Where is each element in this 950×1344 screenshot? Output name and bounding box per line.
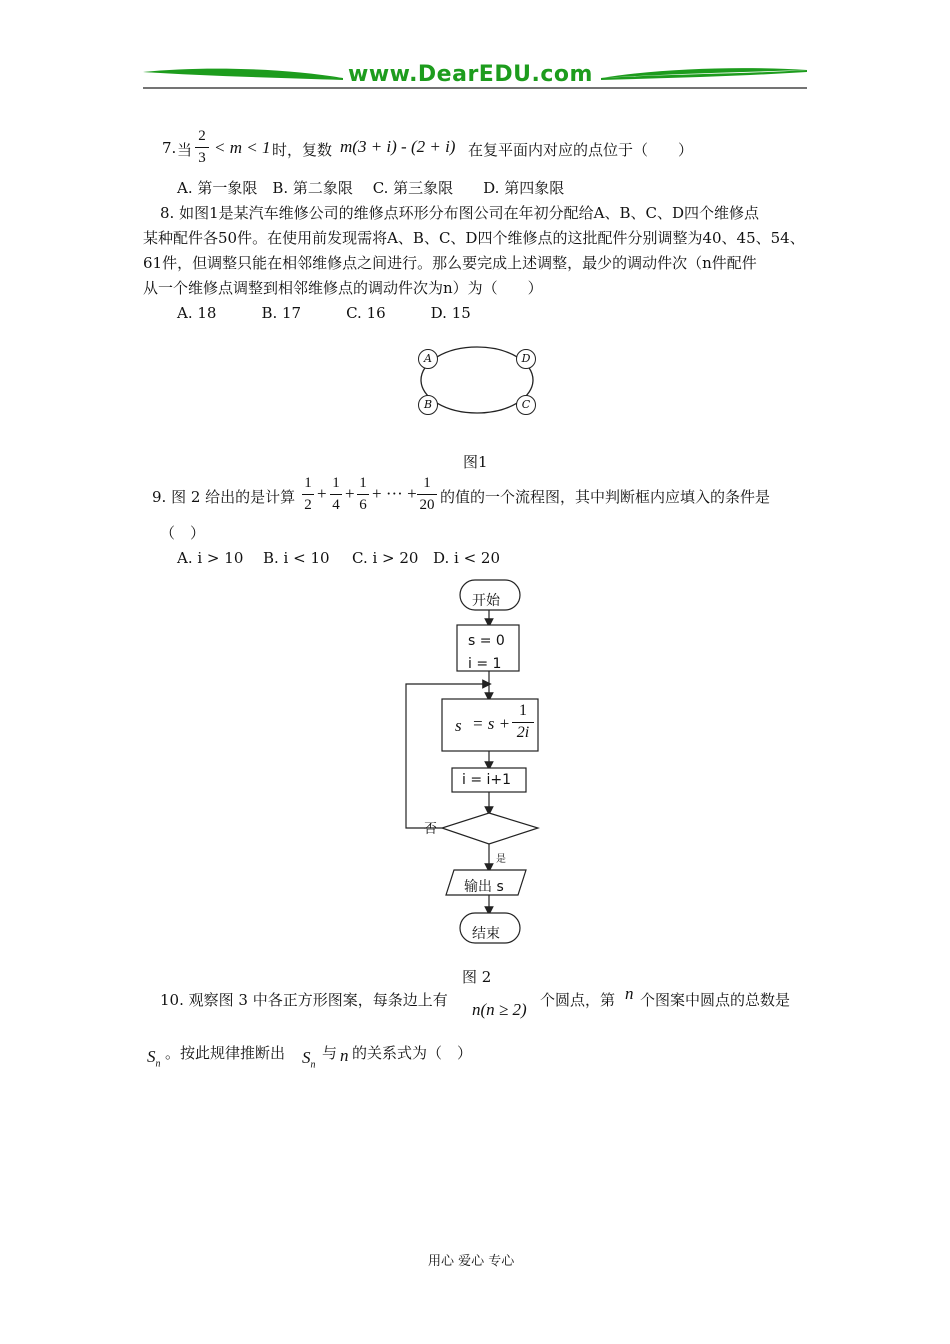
q10-line2a: 。按此规律推断出 bbox=[165, 1044, 286, 1062]
q8-line3: 61件，但调整只能在相邻维修点之间进行。那么要完成上述调整，最少的调动件次（n件配件 bbox=[143, 254, 757, 272]
flowchart-assign-frac bbox=[512, 702, 534, 742]
flowchart-assign-eq: = s + bbox=[472, 714, 511, 733]
q10-sn-2 bbox=[302, 1048, 316, 1070]
q10-sn-1 bbox=[147, 1047, 161, 1069]
q7-options: A. 第一象限 B. 第二象限 C. 第三象限 D. 第四象限 bbox=[177, 179, 565, 197]
q10-mid: 个圆点，第 bbox=[540, 991, 616, 1009]
flowchart-end: 结束 bbox=[472, 926, 500, 942]
q10-lead: 10. 观察图 3 中各正方形图案，每条边上有 bbox=[160, 991, 448, 1009]
footer: 用心 爱心 专心 bbox=[428, 1254, 515, 1269]
q9-option-a: A. i > 10 bbox=[177, 549, 244, 567]
q10-line2c: 的关系式为（ ） bbox=[352, 1044, 473, 1062]
flowchart-assign-num: 1 bbox=[519, 702, 527, 719]
q7-expr: m(3 + i) - (2 + i) bbox=[340, 137, 456, 156]
flowchart bbox=[400, 578, 550, 950]
q8-node-c bbox=[516, 395, 536, 415]
q9-dots: + ··· + bbox=[372, 484, 417, 503]
q8-node-d-label: D bbox=[521, 352, 531, 365]
q8-node-d bbox=[516, 349, 536, 369]
q8-options: A. 18 B. 17 C. 16 D. 15 bbox=[177, 304, 471, 322]
q9-frac-4 bbox=[417, 474, 437, 514]
q9-frac-3 bbox=[357, 474, 369, 514]
q7-frac-den: 3 bbox=[198, 150, 206, 166]
q9-paren: （ ） bbox=[160, 524, 206, 542]
q8-line1: 8. 如图1是某汽车维修公司的维修点环形分布图公司在年初分配给A、B、C、D四个维修点 bbox=[160, 204, 759, 222]
q8-node-c-label: C bbox=[521, 398, 531, 411]
header-banner bbox=[143, 60, 807, 94]
q8-node-b-label: B bbox=[423, 398, 433, 411]
q9-frac-2 bbox=[330, 474, 342, 514]
q10-tail: 个图案中圆点的总数是 bbox=[640, 991, 791, 1009]
q9-frac-1 bbox=[302, 474, 314, 514]
flowchart-incr: i = i+1 bbox=[462, 772, 512, 788]
q8-node-b bbox=[418, 395, 438, 415]
q7-inequality: < m < 1 bbox=[214, 138, 271, 157]
flowchart-output: 输出 s bbox=[464, 879, 504, 895]
q8-caption: 图1 bbox=[463, 453, 488, 471]
flowchart-init-s: s = 0 bbox=[468, 633, 505, 649]
flowchart-init-i: i = 1 bbox=[468, 656, 502, 670]
q8-node-a bbox=[418, 349, 438, 369]
q9-plus-1: + bbox=[317, 484, 327, 503]
q9-option-b: B. i < 10 bbox=[263, 549, 330, 567]
q9-plus-2: + bbox=[345, 484, 355, 503]
flowchart-assign-lhs: s bbox=[455, 716, 462, 735]
q9-frac-3-num: 1 bbox=[359, 475, 367, 491]
flowchart-start: 开始 bbox=[472, 593, 500, 609]
q8-node-a-label: A bbox=[424, 352, 432, 365]
header-site-name: www.DearEDU.com bbox=[348, 62, 593, 87]
q9-frac-2-num: 1 bbox=[332, 475, 340, 491]
q10-condition: n(n ≥ 2) bbox=[472, 1000, 527, 1019]
q8-line4: 从一个维修点调整到相邻维修点的调动件次为n）为（ ） bbox=[143, 279, 543, 297]
q7-lead: 当 bbox=[177, 141, 193, 159]
q9-frac-2-den: 4 bbox=[332, 497, 340, 513]
q10-n: n bbox=[625, 984, 634, 1003]
q9-tail: 的值的一个流程图，其中判断框内应填入的条件是 bbox=[440, 488, 771, 506]
q7-number: 7. bbox=[162, 139, 177, 157]
flowchart-yes-label: 是 bbox=[496, 854, 506, 865]
q10-sn-1-sub: n bbox=[155, 1058, 161, 1070]
q7-fraction bbox=[195, 127, 209, 167]
q9-option-c: C. i > 20 bbox=[352, 549, 419, 567]
q9-frac-3-den: 6 bbox=[359, 497, 367, 513]
q9-option-d: D. i < 20 bbox=[433, 549, 501, 567]
q9-frac-1-num: 1 bbox=[304, 475, 312, 491]
q10-line2b: 与 bbox=[322, 1044, 338, 1062]
q10-sn-2-s: S bbox=[302, 1048, 311, 1067]
q7-tail: 在复平面内对应的点位于（ ） bbox=[468, 141, 694, 159]
q7-frac-num: 2 bbox=[198, 128, 206, 144]
q9-caption: 图 2 bbox=[462, 968, 492, 986]
q7-mid: 时，复数 bbox=[272, 141, 333, 159]
q9-frac-4-den: 20 bbox=[419, 497, 435, 513]
q10-sn-2-sub: n bbox=[310, 1059, 316, 1071]
q9-lead: 9. 图 2 给出的是计算 bbox=[152, 488, 296, 506]
flowchart-no-label: 否 bbox=[424, 822, 438, 837]
q8-line2: 某种配件各50件。在使用前发现需将A、B、C、D四个维修点的这批配件分别调整为40、45、54、 bbox=[143, 229, 805, 247]
q10-n-2: n bbox=[340, 1046, 349, 1065]
q9-frac-1-den: 2 bbox=[304, 497, 312, 513]
q9-frac-4-num: 1 bbox=[423, 475, 431, 491]
flowchart-assign-den: 2i bbox=[516, 724, 530, 741]
q10-sn-1-s: S bbox=[147, 1047, 156, 1066]
